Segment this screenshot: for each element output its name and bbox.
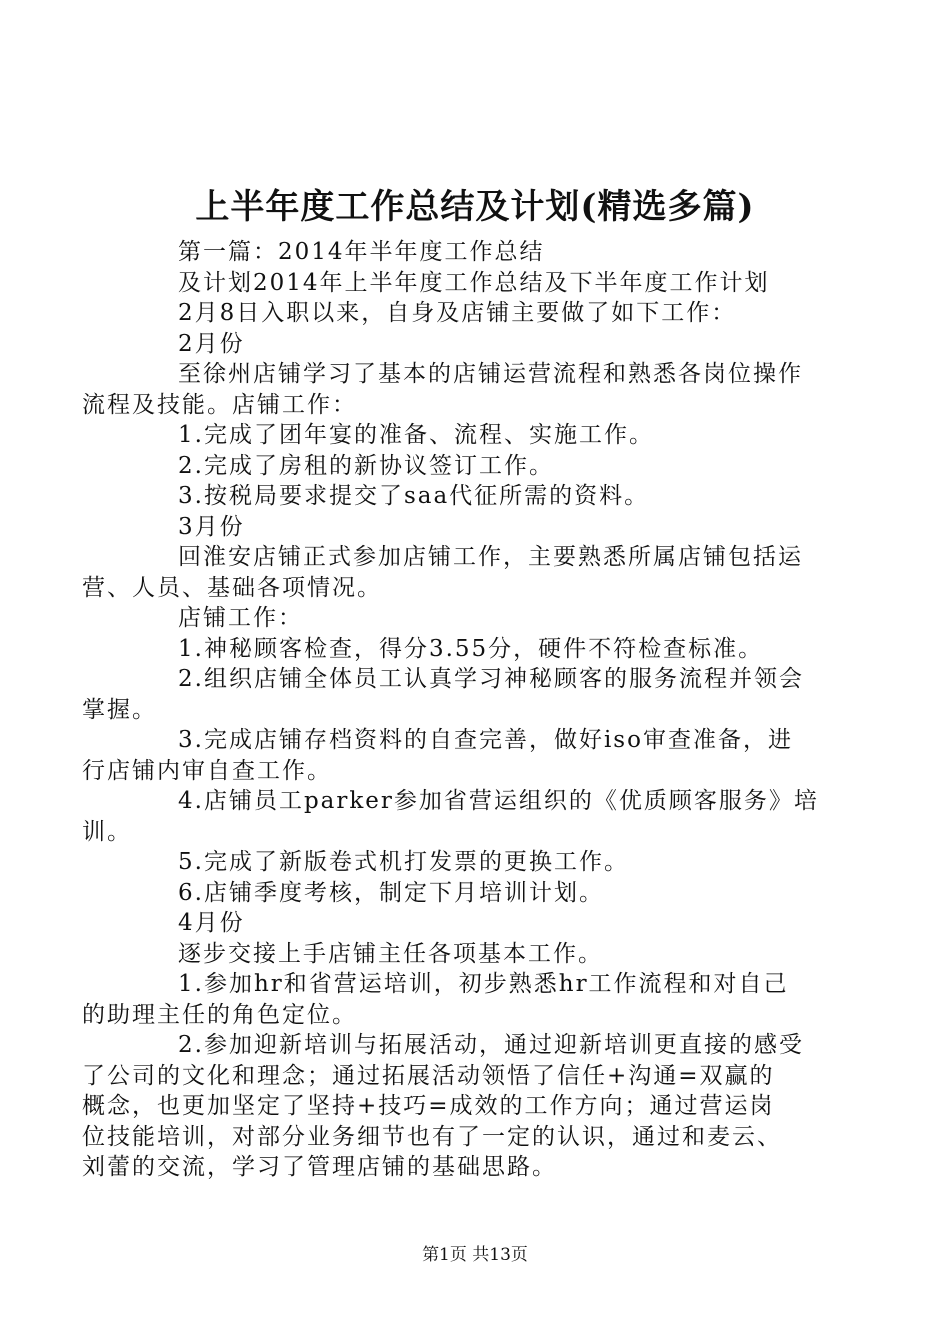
paragraph (82, 969, 845, 1030)
paragraph (130, 237, 845, 268)
text-line: 2.组织店铺全体员工认真学习神秘顾客的服务流程并领会 (178, 666, 804, 692)
text-line: 店铺工作： (178, 605, 303, 631)
paragraph (82, 786, 845, 847)
text-line: 逐步交接上手店铺主任各项基本工作。 (178, 940, 603, 967)
paragraph (130, 512, 845, 543)
text-line: 至徐州店铺学习了基本的店铺运营流程和熟悉各岗位操作 (178, 361, 803, 387)
text-line: 2月份 (178, 330, 245, 357)
text-line: 1.参加hr和省营运培训，初步熟悉hr工作流程和对自己 (178, 971, 789, 997)
text-line: 训。 (82, 818, 132, 845)
text-line: 1.神秘顾客检查，得分3.55分，硬件不符检查标准。 (178, 635, 764, 662)
text-line: 2.完成了房租的新协议签订工作。 (178, 452, 554, 479)
paragraph (82, 359, 845, 420)
paragraph (130, 329, 845, 360)
paragraph (130, 298, 845, 329)
text-line: 及计划2014年上半年度工作总结及下半年度工作计划 (178, 269, 770, 296)
text-line: 掌握。 (82, 696, 157, 723)
text-line: 回淮安店铺正式参加店铺工作，主要熟悉所属店铺包括运 (178, 544, 803, 570)
paragraph (82, 664, 845, 725)
text-line: 3.按税局要求提交了saa代征所需的资料。 (178, 483, 650, 509)
text-line: 的助理主任的角色定位。 (82, 1001, 357, 1028)
document-body (82, 237, 845, 1183)
paragraph (130, 878, 845, 909)
paragraph (130, 847, 845, 878)
text-line: 流程及技能。店铺工作： (82, 391, 357, 418)
text-line: 4.店铺员工parker参加省营运组织的《优质顾客服务》培 (178, 788, 819, 814)
text-line: 概念，也更加坚定了坚持+技巧=成效的工作方向；通过营运岗 (82, 1093, 775, 1119)
text-line: 5.完成了新版卷式机打发票的更换工作。 (178, 849, 629, 875)
text-line: 营、人员、基础各项情况。 (82, 574, 382, 601)
text-line: 1.完成了团年宴的准备、流程、实施工作。 (178, 422, 654, 448)
document-title: 上半年度工作总结及计划(精选多篇) (195, 187, 755, 227)
text-line: 第一篇：2014年半年度工作总结 (178, 239, 545, 265)
paragraph (130, 603, 845, 634)
paragraph (130, 939, 845, 970)
text-line: 2.参加迎新培训与拓展活动，通过迎新培训更直接的感受 (178, 1032, 804, 1058)
page-number: 第1页 共13页 (422, 1245, 528, 1265)
paragraph (130, 420, 845, 451)
paragraph (130, 451, 845, 482)
paragraph (82, 542, 845, 603)
text-line: 6.店铺季度考核，制定下月培训计划。 (178, 879, 604, 906)
paragraph (82, 1030, 845, 1183)
paragraph (82, 725, 845, 786)
text-line: 行店铺内审自查工作。 (82, 757, 332, 784)
text-line: 刘蕾的交流，学习了管理店铺的基础思路。 (82, 1154, 557, 1180)
paragraph (130, 481, 845, 512)
paragraph (130, 268, 845, 299)
text-line: 了公司的文化和理念；通过拓展活动领悟了信任+沟通=双赢的 (82, 1062, 775, 1089)
text-line: 2月8日入职以来，自身及店铺主要做了如下工作： (178, 300, 737, 326)
paragraph (130, 908, 845, 939)
text-line: 位技能培训，对部分业务细节也有了一定的认识，通过和麦云、 (82, 1123, 782, 1150)
text-line: 4月份 (178, 910, 245, 936)
text-line: 3.完成店铺存档资料的自查完善，做好iso审查准备，进 (178, 727, 793, 753)
text-line: 3月份 (178, 513, 245, 540)
paragraph (130, 634, 845, 665)
